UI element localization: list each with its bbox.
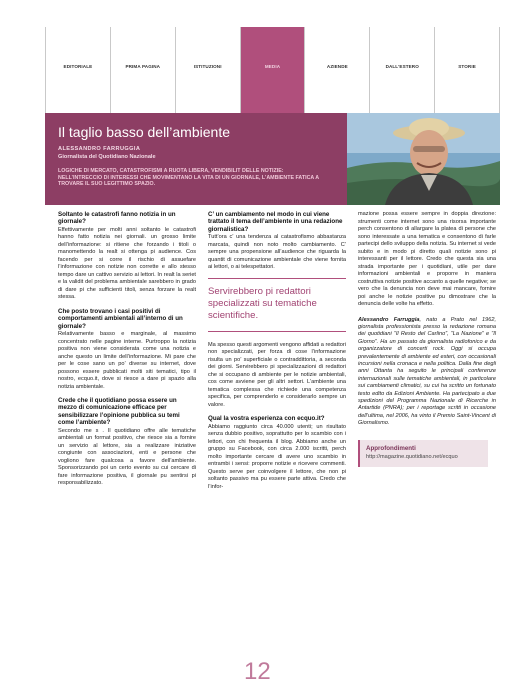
- section-nav: [45, 27, 500, 113]
- answer: Effettivamente per molti anni soltanto le catastrofi hanno fatto notizia nei giornali. un grosso limite dell’informazione: si ritiene che forzando i titoli o manomettendo la realt si ottenga pi audience. Cos facendo per si corre il rischio di assuefare l’informazione con notizie non corrette e allo stesso tempo dare un cattivo servizio ai lettori. In realt la seriet e la validit del problema ambientale sarebbero in grado di dare pi che sufficienti titoli, senza forzare la realt stessa.: [58, 226, 196, 301]
- article-column-3: [358, 211, 496, 467]
- further-reading-title: Approfondimenti: [366, 444, 416, 452]
- article-column-1: [58, 211, 196, 494]
- answer: Secondo me s . Il quotidiano offre alle tematiche ambientali un format positivo, che riesce sia a fornire un servizio al lettore, sia a realizzare iniziative congiunte con associazioni, enti e persone che vogliono fare qualcosa a favore dell’ambiente. Sponsorizzando poi un certo evento su cui cercare di fare informazione positiva, il giornale pu sentirsi pi responsabilizzato.: [58, 427, 196, 487]
- further-reading-link[interactable]: http://magazine.quotidiano.net/ecquo: [366, 454, 458, 461]
- nav-item-label: STORIE: [458, 64, 476, 69]
- bio-text: , nato a Prato nel 1962, giornalista professionista presso la redazione romana dei quotidiani “Il Resto del Carlino”, “La Nazione” e “Il Giorno”. Ha un passato da giornalista radiofonico e da organizzatore di concerti rock. Oggi si occupa prevalentemente di ambiente ed esteri, con occasionali incursioni nella cronaca e nella politica. Dalla fine degli anni Ottanta ha seguito le principali conferenze internazionali sulle tematiche ambientali, in particolare sui cambiamenti climatici, su cui ha scritto un fortunato testo edito da Edizioni Ambiente. Ha partecipato a due spedizioni del Programma Nazionale di Ricerche in Antartide (PNRA); per i reportage scritti in occasione dell’ultima, nel 2006, ha vinto il Premio Saint-Vincent di Giornalismo.: [358, 316, 497, 427]
- author-bio: [358, 317, 496, 428]
- question: Crede che il quotidiano possa essere un mezzo di comunicazione efficace per sensibilizzare l’opinione pubblica su temi come l’ambiente?: [58, 397, 180, 427]
- nav-item-label: ISTITUZIONI: [193, 64, 222, 69]
- pull-quote-text: Servirebbero pi redattori specializzati su tematiche scientifiche.: [208, 285, 317, 321]
- nav-item-label: MEDIA: [264, 64, 281, 69]
- question: Qual la vostra esperienza con ecquo.it?: [208, 415, 325, 423]
- author-name: ALESSANDRO FARRUGGIA: [58, 146, 141, 152]
- nav-item-istituzioni[interactable]: [176, 27, 241, 113]
- question: Soltanto le catastrofi fanno notizia in un giornale?: [58, 211, 176, 226]
- article-title: Il taglio basso dell’ambiente: [58, 124, 230, 140]
- pull-quote: [208, 278, 346, 332]
- author-photo: [347, 113, 500, 205]
- nav-item-prima-pagina[interactable]: [111, 27, 176, 113]
- answer: Tutt’ora c’ una tendenza al catastrofismo abbastanza marcata, quindi non noto molto cambiamento. C’ sempre una propensione all’audience che riguarda la quantit di comunicazione ambientale che viene fornita ai lettori, o ai telespettatori.: [208, 234, 346, 271]
- answer: Ma spesso questi argomenti vengono affidati a redattori non specializzati, per forza di cose l’informazione risulta un po’ superficiale o contraddittoria, a seconda dei giorni. Servirebbero pi specializzazioni di redattori che si occupano di ambiente per le notizie ambientali, cos come avviene per gli altri settori. L’ambiente una tematica complessa che richiede una competenza specifica, per comprenderlo e considerarlo sempre un valore.: [208, 341, 346, 408]
- nav-item-aziende[interactable]: [305, 27, 370, 113]
- answer: Relativamente basso e marginale, al massimo concentrato nelle pagine interne. Purtroppo la notizia positiva non viene considerata come una notizia e anche questo un limite dell’informazione. Mi pare che per le cose sano un po’ diverse su internet, dove possono essere pubblicati molti siti tematici, tipo il nostro, ecquo.it, dove si riesce a dare pi spazio alla notizia ambientale.: [58, 331, 196, 390]
- further-reading-box: [358, 440, 488, 468]
- article-header: [45, 113, 500, 205]
- nav-item-media[interactable]: [241, 27, 306, 113]
- answer: Abbiamo raggiunto circa 40.000 utenti; un risultato senza dubbio positivo, soprattutto per lo scambio con i lettori, con chi frequenta il blog. Abbiamo anche un gruppo su Facebook, con circa 2.000 iscritti, perch molto importante cercare di avere uno scambio in entrambi i sensi: proporre notizie e ricevere commenti. Questo serve per coinvolgere il lettore, che non pi soltanto passivo ma pu essere parte attiva. Credo che l’infor-: [208, 423, 346, 490]
- nav-item-label: PRIMA PAGINA: [125, 64, 161, 69]
- bio-name: Alessandro Farruggia: [358, 316, 420, 323]
- question: C’ un cambiamento nel modo in cui viene trattato il tema dell’ambiente in una redazione giornalistica?: [208, 211, 343, 233]
- nav-item-label: DALL'ESTERO: [385, 64, 419, 69]
- nav-item-label: EDITORIALE: [63, 64, 93, 69]
- author-photo-illustration: [347, 113, 500, 205]
- question: Che posto trovano i casi positivi di comportamenti ambientali all’interno di un giornale?: [58, 307, 183, 330]
- page-number: 12: [244, 658, 271, 685]
- article-column-2: [208, 211, 346, 497]
- article-abstract: LOGICHE DI MERCATO, CATASTROFISMI A RUOTA LIBERA, VENDIBILIT DELLE NOTIZIE: NELL’INTRECCIO DI INTERESSI CHE MOVIMENTANO LA VITA DI UN GIORNALE, L’AMBIENTE FATICA A TROVARE IL SUO LEGITTIMO SPAZIO.: [58, 168, 319, 188]
- answer: mazione possa essere sempre in doppia direzione: strumenti come internet sono una risorsa importante perch consentono di allargare la platea di persone che sono interessate a una tematica e consentono di farle partecipi dello sviluppo della notizia. Su internet si vede subito e in modo pi diretto quali notizie sono pi interessanti per il lettore. Credo che questa sia una strada importante per i quotidiani, utile per dare informazioni ambientali e proporre in maniera costruttiva notizie positive accanto a quelle negative; se vero che la denuncia non deve mai mancare, fornire poi anche le notizie positive pu dimostrare che la denuncia delle volte ha effetto.: [358, 211, 496, 307]
- nav-item-editoriale[interactable]: [45, 27, 111, 113]
- nav-item-storie[interactable]: [435, 27, 500, 113]
- nav-item-dall-estero[interactable]: [370, 27, 435, 113]
- author-role: Giornalista del Quotidiano Nazionale: [58, 154, 156, 160]
- nav-item-label: AZIENDE: [326, 64, 348, 69]
